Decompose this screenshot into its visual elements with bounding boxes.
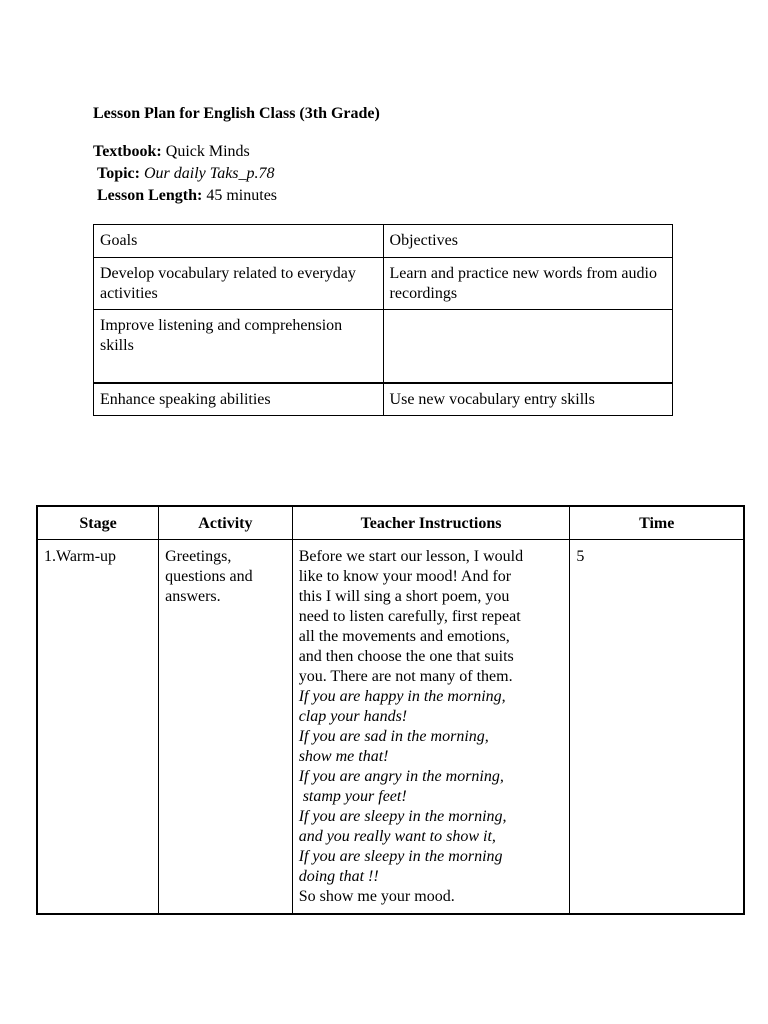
table-row xyxy=(94,258,673,310)
activity-header: Activity xyxy=(159,506,293,539)
stages-table-header-row xyxy=(37,506,744,539)
goals-table-header-row xyxy=(94,225,673,258)
textbook-line xyxy=(93,142,250,162)
time-cell: 5 xyxy=(570,539,744,914)
objective-cell: Use new vocabulary entry skills xyxy=(383,383,672,416)
poem-line: stamp your feet! xyxy=(298,787,407,805)
poem-line: show me that! xyxy=(298,747,389,765)
lesson-stages-table xyxy=(36,505,745,915)
instruction-closing: So show me your mood. xyxy=(298,887,455,905)
poem-line: clap your hands! xyxy=(298,707,408,725)
objectives-header: Objectives xyxy=(383,225,672,258)
instruction-line: and then choose the one that suits xyxy=(298,647,514,665)
instruction-line: this I will sing a short poem, you xyxy=(298,587,510,605)
goal-cell: Improve listening and comprehension skills xyxy=(94,310,384,383)
table-row xyxy=(94,383,673,416)
instruction-line: need to listen carefully, first repeat xyxy=(298,607,521,625)
teacher-instructions-cell xyxy=(292,539,570,914)
instruction-line: Before we start our lesson, I would xyxy=(298,547,524,565)
teacher-instructions-header: Teacher Instructions xyxy=(292,506,570,539)
topic-value: Our daily Taks_p.78 xyxy=(143,165,275,182)
objective-cell: Learn and practice new words from audio recordings xyxy=(383,258,672,310)
lesson-length-line xyxy=(97,186,277,206)
objective-cell xyxy=(383,310,672,383)
document-title: Lesson Plan for English Class (3th Grade) xyxy=(93,105,380,122)
goal-cell: Enhance speaking abilities xyxy=(94,383,384,416)
stage-header: Stage xyxy=(37,506,159,539)
poem-line: and you really want to show it, xyxy=(298,827,496,845)
goals-header: Goals xyxy=(94,225,384,258)
activity-cell: Greetings, questions and answers. xyxy=(159,539,293,914)
goal-cell: Develop vocabulary related to everyday activities xyxy=(94,258,384,310)
goals-objectives-table xyxy=(93,224,673,416)
poem-line: If you are happy in the morning, xyxy=(298,687,506,705)
lesson-length-label: Lesson Length: xyxy=(97,187,203,204)
lesson-length-value: 45 minutes xyxy=(206,187,278,204)
instruction-line: you. There are not many of them. xyxy=(298,667,513,685)
instruction-line: like to know your mood! And for xyxy=(298,567,512,585)
poem-line: doing that !! xyxy=(298,867,379,885)
table-row xyxy=(37,539,744,914)
textbook-label: Textbook: xyxy=(93,143,162,160)
stage-cell: 1.Warm-up xyxy=(37,539,159,914)
topic-label: Topic: xyxy=(97,165,140,182)
poem-line: If you are sleepy in the morning, xyxy=(298,807,507,825)
topic-line xyxy=(97,164,275,184)
instruction-line: all the movements and emotions, xyxy=(298,627,510,645)
textbook-value: Quick Minds xyxy=(165,143,250,160)
time-header: Time xyxy=(570,506,744,539)
poem-line: If you are sleepy in the morning xyxy=(298,847,503,865)
poem-line: If you are sad in the morning, xyxy=(298,727,489,745)
poem-line: If you are angry in the morning, xyxy=(298,767,504,785)
table-row xyxy=(94,310,673,383)
